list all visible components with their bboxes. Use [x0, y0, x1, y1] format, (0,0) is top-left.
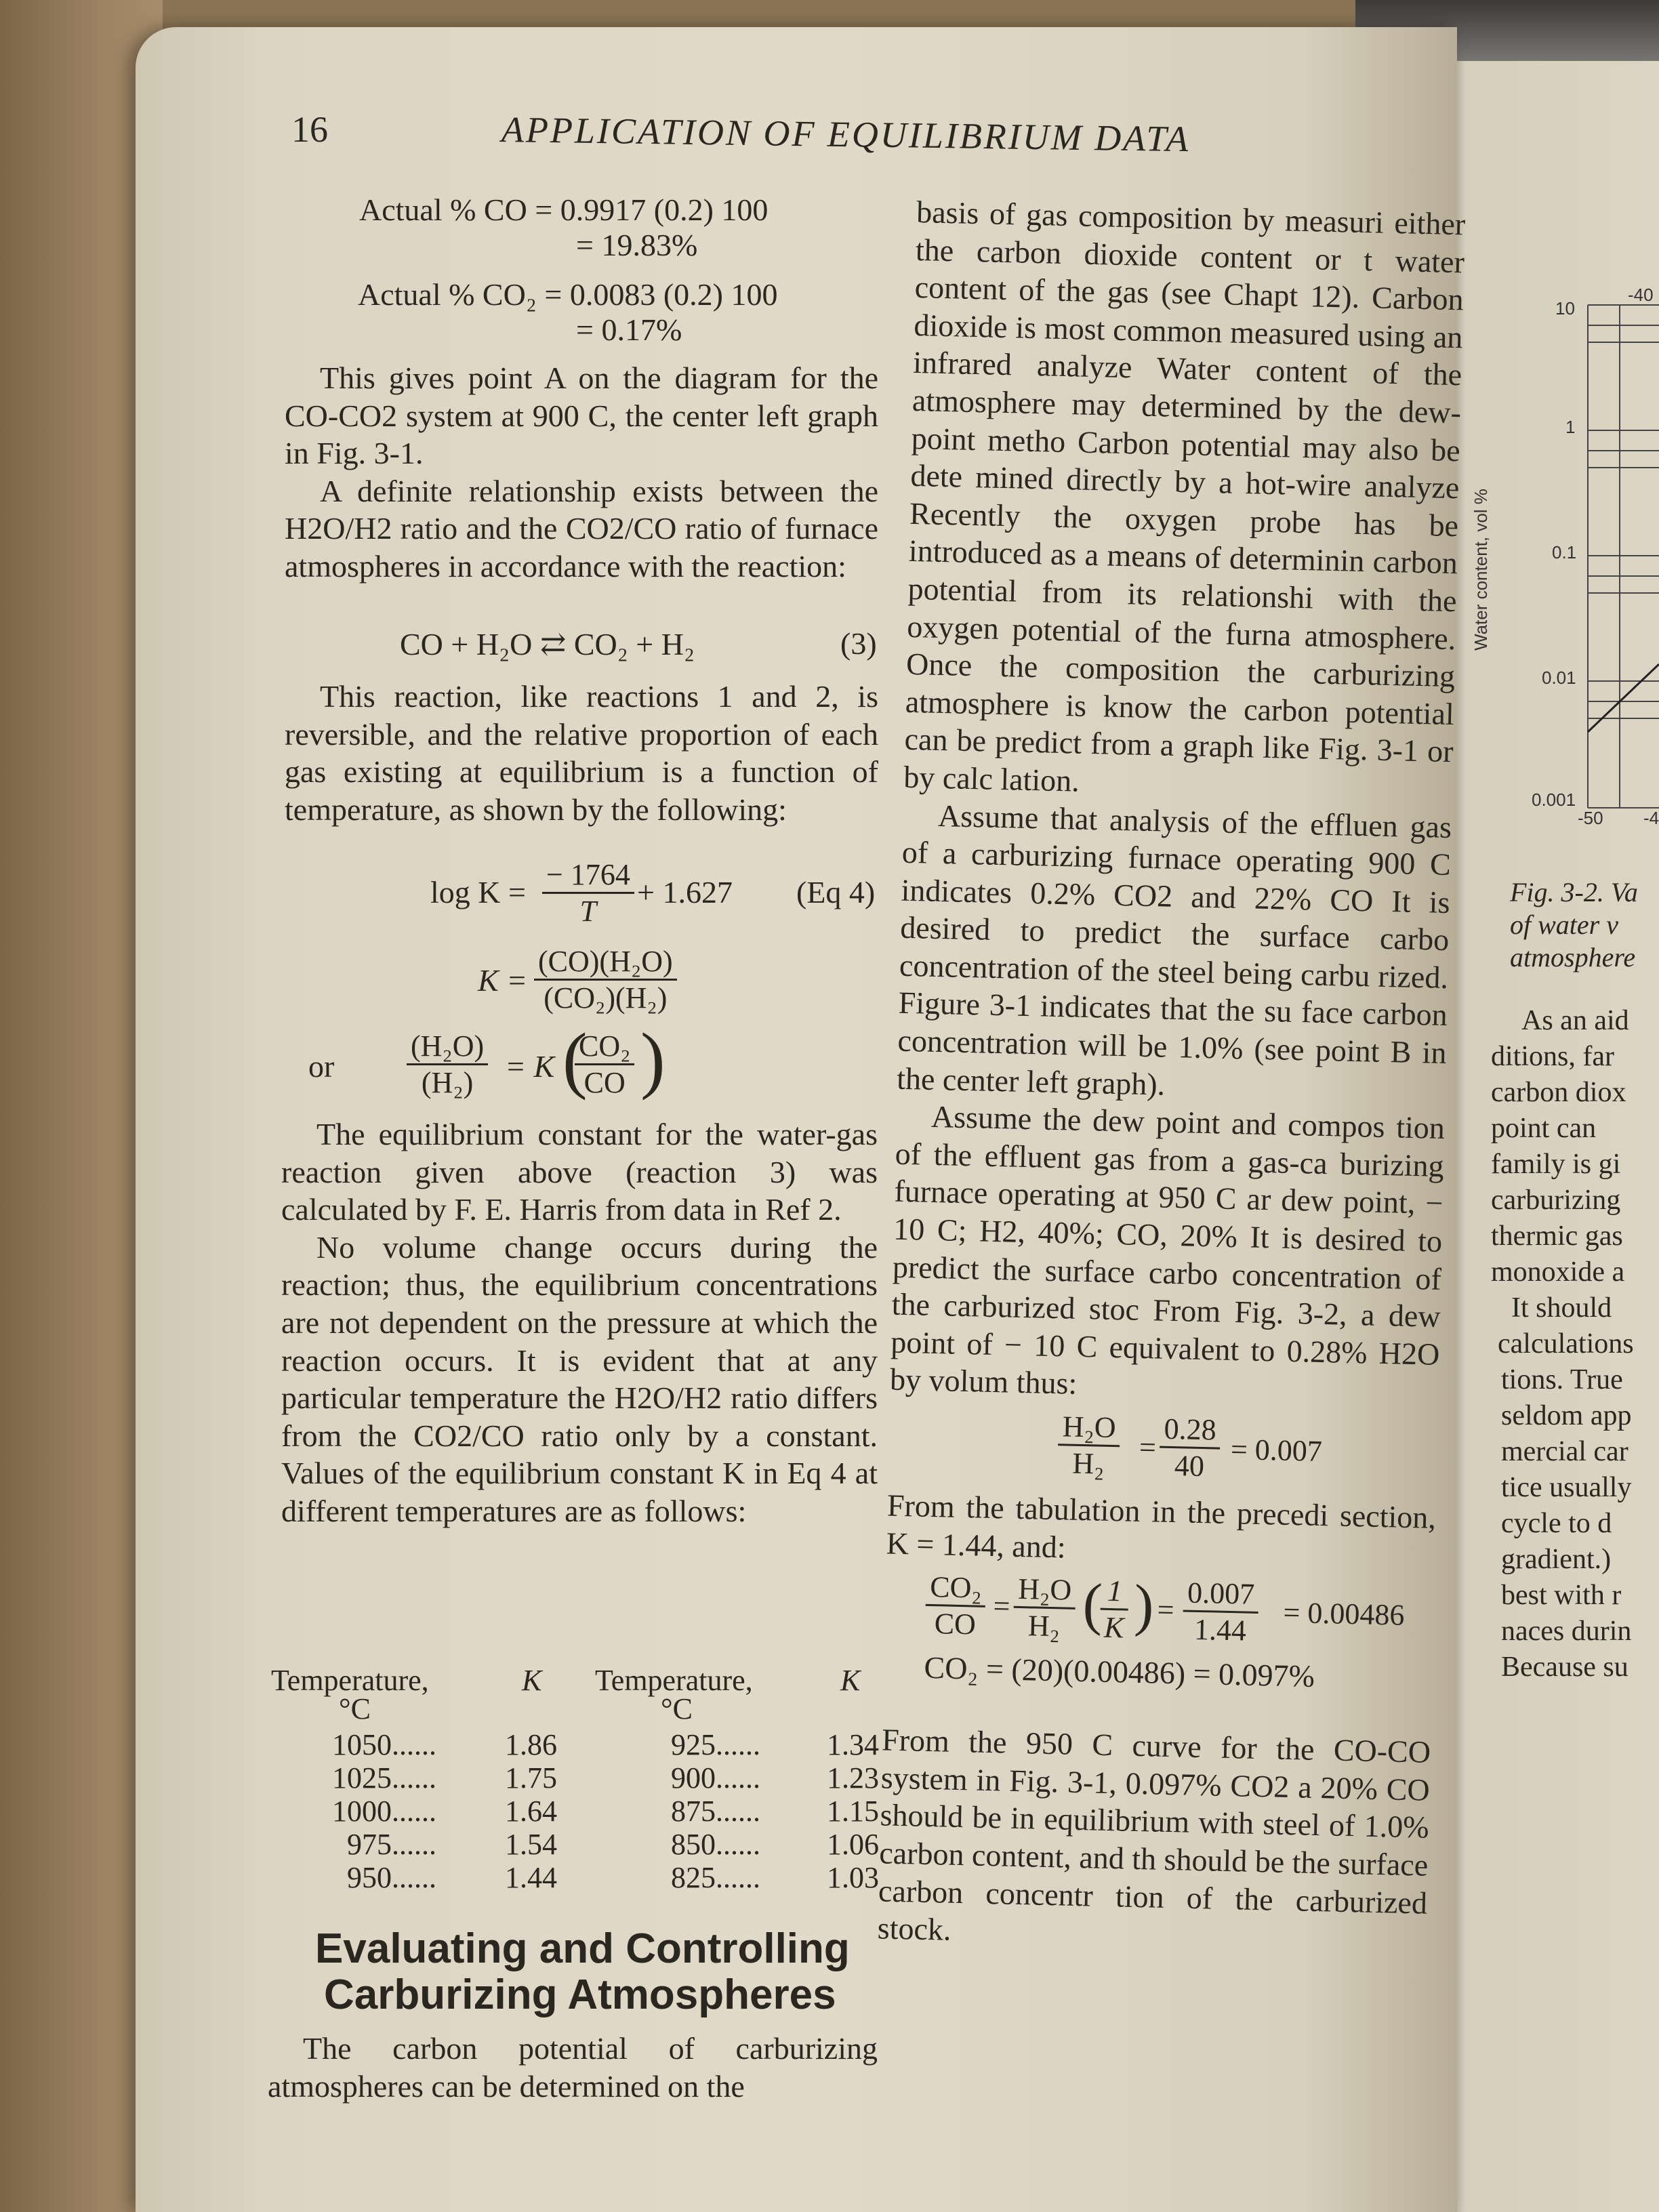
open-paren: ( [562, 1018, 588, 1101]
next-page-text: Because su [1501, 1652, 1629, 1683]
table-cell: 1.34 [827, 1728, 879, 1761]
y-tick: 0.1 [1552, 542, 1577, 562]
eq4-numerator: − 1764 [542, 857, 634, 894]
next-page-text: thermic gas [1491, 1221, 1623, 1252]
table-unit-left: °C [339, 1692, 371, 1725]
close-paren: ) [640, 1018, 665, 1101]
eq-c: CO₂ = (20)(0.00486) = 0.097% [924, 1650, 1315, 1694]
table-cell: 1.54 [505, 1828, 557, 1861]
equilibrium-table [271, 1664, 881, 1908]
y-axis-label: Water content, vol % [1471, 489, 1491, 651]
y-tick: 1 [1565, 417, 1576, 437]
next-page-text: ditions, far [1491, 1041, 1614, 1072]
next-page-text: monoxide a [1491, 1256, 1625, 1288]
or-fraction [407, 1029, 488, 1100]
eq-b-frac1 [925, 1570, 987, 1642]
paragraph-block-3 [281, 1115, 878, 1530]
figure-caption-line: Fig. 3-2. Va [1510, 877, 1638, 907]
table-cell: 1.23 [827, 1761, 879, 1795]
section-heading-line2: Carburizing Atmospheres [324, 1971, 836, 2018]
eq-b-result: = 0.00486 [1283, 1595, 1405, 1633]
table-header-temp-left: Temperature, [271, 1664, 429, 1697]
k-lhs: K = [478, 963, 528, 998]
right-paragraph-bottom [877, 1721, 1431, 1960]
eq-a-den2: 40 [1174, 1449, 1205, 1483]
eq4-label: (Eq 4) [796, 875, 876, 909]
eq-b-num1: CO₂ [926, 1570, 987, 1607]
table-cell: 1.64 [505, 1795, 557, 1828]
x-tick: -4 [1643, 808, 1659, 828]
or-inner-denominator: CO [583, 1066, 626, 1099]
or-inner-fraction [575, 1029, 634, 1100]
or-inner-numerator: CO₂ [575, 1029, 634, 1065]
table-header-k-left: K [522, 1664, 542, 1697]
paragraph: A definite relationship exists between the H2O/H2 ratio and the CO2/CO ratio of furnace atmospheres in accordance with the reaction: [285, 473, 878, 583]
eq-a-frac1 [1057, 1409, 1120, 1481]
next-page-text: point can [1491, 1113, 1597, 1144]
eq-a-den: H₂ [1071, 1446, 1105, 1481]
or-denominator: (H₂) [421, 1066, 474, 1099]
table-cell: 1050...... [332, 1728, 436, 1761]
eq-a-num2: 0.28 [1160, 1412, 1221, 1450]
page-number: 16 [291, 109, 328, 150]
table-unit-right: °C [661, 1692, 693, 1725]
eq-b-num4: 0.007 [1183, 1576, 1259, 1614]
table-cell: 1000...... [332, 1795, 436, 1828]
k-fraction [534, 944, 677, 1015]
table-cell: 975...... [347, 1828, 436, 1861]
eq-b-den3: K [1103, 1611, 1124, 1645]
eq-b-eq1: = [993, 1589, 1011, 1623]
table-cell: 925...... [671, 1728, 760, 1761]
actual-co-line2: = 19.83% [576, 228, 698, 262]
paragraph: The carbon potential of carburizing atmospheres can be determined on the [268, 2031, 878, 2104]
eq4-lhs: log K = [430, 875, 526, 909]
paragraph: This reaction, like reactions 1 and 2, is reversible, and the relative proportion of each gas existing at equilibrium is a function of temperature, as shown by the following: [285, 679, 878, 827]
or-word: or [308, 1049, 335, 1084]
next-page-text: best with r [1501, 1580, 1622, 1611]
eq-b-num3: 1 [1101, 1574, 1130, 1611]
table-cell: 1.86 [505, 1728, 557, 1761]
eq-b-lparen: ( [1082, 1571, 1103, 1637]
eq-b-frac2 [1013, 1572, 1076, 1644]
eq-a-result: = 0.007 [1230, 1432, 1323, 1469]
next-page-text: carbon diox [1491, 1077, 1626, 1108]
x-tick: -50 [1578, 808, 1603, 828]
next-page-text: carburizing [1491, 1185, 1621, 1216]
paragraph-block-2 [285, 678, 878, 828]
graph-grid [1586, 298, 1659, 813]
eq4-denominator: T [579, 895, 597, 928]
next-page-text: tice usually [1501, 1472, 1632, 1503]
next-page-text: tions. True [1501, 1364, 1623, 1395]
paragraph: This gives point A on the diagram for the CO-CO2 system at 900 C, the center left graph in Fig. 3-1. [285, 361, 878, 471]
table-cell: 1.44 [505, 1861, 557, 1894]
table-cell: 875...... [671, 1795, 760, 1828]
eq-ratio-row [888, 1399, 1439, 1499]
paragraph: The equilibrium constant for the water-gas reaction given above (reaction 3) was calculated by F. E. Harris from data in Ref 2. [281, 1117, 878, 1227]
reaction-number: (3) [840, 626, 877, 661]
next-page-text: calculations [1498, 1328, 1634, 1359]
actual-co-line1: Actual % CO = 0.9917 (0.2) 100 [359, 192, 769, 227]
next-page-text: naces durin [1501, 1616, 1632, 1647]
y-tick: 0.01 [1542, 668, 1576, 688]
paragraph-block-1 [285, 359, 878, 586]
y-tick: 0.001 [1532, 790, 1576, 810]
eq-a-frac2 [1159, 1412, 1221, 1484]
or-equals-k: = K [505, 1049, 555, 1084]
eq-a-equals: = [1139, 1430, 1157, 1465]
right-paragraph-mid [886, 1487, 1436, 1575]
running-header: APPLICATION OF EQUILIBRIUM DATA [501, 109, 1191, 160]
paragraph: basis of gas composition by measuri either the carbon dioxide content or t water content of the gas (see Chapt 12). Carbon dioxide is most common measured using an infrared analyze Water content of the atmosphere may determined by the dew-point metho Carbon potential may also be dete mined directly by a hot-wire analyze Recently the oxygen probe has be introduced as a means of determinin carbon potential from its relationshi with the oxygen potential of the furna atmosphere. Once the composition the carburizing atmosphere is know the carbon potential can be predict from a graph like Fig. 3-1 or by calc lation. [903, 194, 1466, 798]
next-page-text: gradient.) [1501, 1544, 1612, 1575]
eq-co2-row [884, 1562, 1435, 1659]
eq-b-frac4 [1182, 1576, 1258, 1648]
figure-caption-line: of water v [1510, 909, 1618, 940]
table-cell: 1.03 [827, 1861, 879, 1894]
eq-b-frac3 [1099, 1574, 1129, 1645]
next-page-text: cycle to d [1501, 1508, 1612, 1539]
paragraph: Assume the dew point and compos tion of the effluent gas from a gas-ca burizing furnace operating at 950 C ar dew point, − 10 C; H2, 40%; CO, 20% It is desired to predict the surface carbo concentration of the carburized stoc From Fig. 3-2, a dew point of − 10 C equivalent to 0.28% H2O by volum thus: [889, 1099, 1446, 1401]
eq-b-den4: 1.44 [1193, 1613, 1247, 1647]
y-tick: 10 [1555, 298, 1575, 319]
table-header-k-right: K [840, 1664, 861, 1697]
paragraph-block-4 [268, 2030, 878, 2105]
eq-b-num2: H₂O [1014, 1572, 1076, 1610]
reaction-equation: CO + H₂O ⇄ CO₂ + H₂ [400, 627, 695, 661]
eq4-constant: + 1.627 [637, 875, 733, 909]
table-cell: 900...... [671, 1761, 760, 1795]
table-cell: 825...... [671, 1861, 760, 1894]
right-paragraphs-top [890, 193, 1466, 1411]
k-denominator: (CO₂)(H₂) [544, 981, 668, 1015]
eq-b-den1: CO [934, 1607, 977, 1641]
paragraph: From the 950 C curve for the CO-CO system in Fig. 3-1, 0.097% CO2 a 20% CO should be in equilibrium with steel of 1.0% carbon content, and th should be the surface carbon concentr tion of the carburized stock. [877, 1722, 1431, 1947]
table-cell: 950...... [347, 1861, 436, 1894]
next-page-text: seldom app [1501, 1400, 1632, 1431]
right-column [877, 193, 1466, 1959]
eq-b-rparen: ) [1133, 1572, 1155, 1638]
actual-co2-line1: Actual % CO₂ = 0.0083 (0.2) 100 [358, 277, 778, 312]
table-header-temp-right: Temperature, [595, 1664, 753, 1697]
table-cell: 850...... [671, 1828, 760, 1861]
graph-top-label: -40 [1628, 285, 1654, 305]
next-page-text: It should [1511, 1292, 1612, 1324]
paragraph: No volume change occurs during the reaction; thus, the equilibrium concentrations are not dependent on the pressure at which the reaction occurs. It is evident that at any particular temperature the H2O/H2 ratio differs from the CO2/CO ratio only by a constant. Values of the equilibrium constant K in Eq 4 at different temperatures are as follows: [281, 1229, 878, 1528]
next-page-text: As an aid [1521, 1005, 1629, 1036]
table-cell: 1.15 [827, 1795, 879, 1828]
eq-b-eq2: = [1157, 1593, 1175, 1627]
table-cell: 1025...... [332, 1761, 436, 1795]
section-heading-line1: Evaluating and Controlling [315, 1925, 850, 1972]
figure-caption-line: atmosphere [1510, 942, 1636, 972]
next-page-text: mercial car [1501, 1436, 1629, 1467]
k-numerator: (CO)(H₂O) [534, 944, 677, 981]
actual-co2-line2: = 0.17% [576, 312, 682, 347]
table-cell: 1.06 [827, 1828, 879, 1861]
next-page-text: family is gi [1491, 1149, 1621, 1180]
table-cell: 1.75 [505, 1761, 557, 1795]
eq4-fraction [542, 857, 634, 928]
or-numerator: (H₂O) [407, 1029, 488, 1065]
paragraph: Assume that analysis of the effluen gas of a carburizing furnace operating 900 C indicates 0.2% CO2 and 22% CO It is desired to predict the surface carbo concentration of the steel being carbu rized. Figure 3-1 indicates that the su face carbon concentration will be 1.0% (see point B in the center left graph). [896, 798, 1452, 1102]
eq-a-num: H₂O [1058, 1409, 1120, 1447]
paragraph: From the tabulation in the precedi section, K = 1.44, and: [886, 1488, 1437, 1565]
eq-b-den2: H₂ [1027, 1609, 1061, 1643]
